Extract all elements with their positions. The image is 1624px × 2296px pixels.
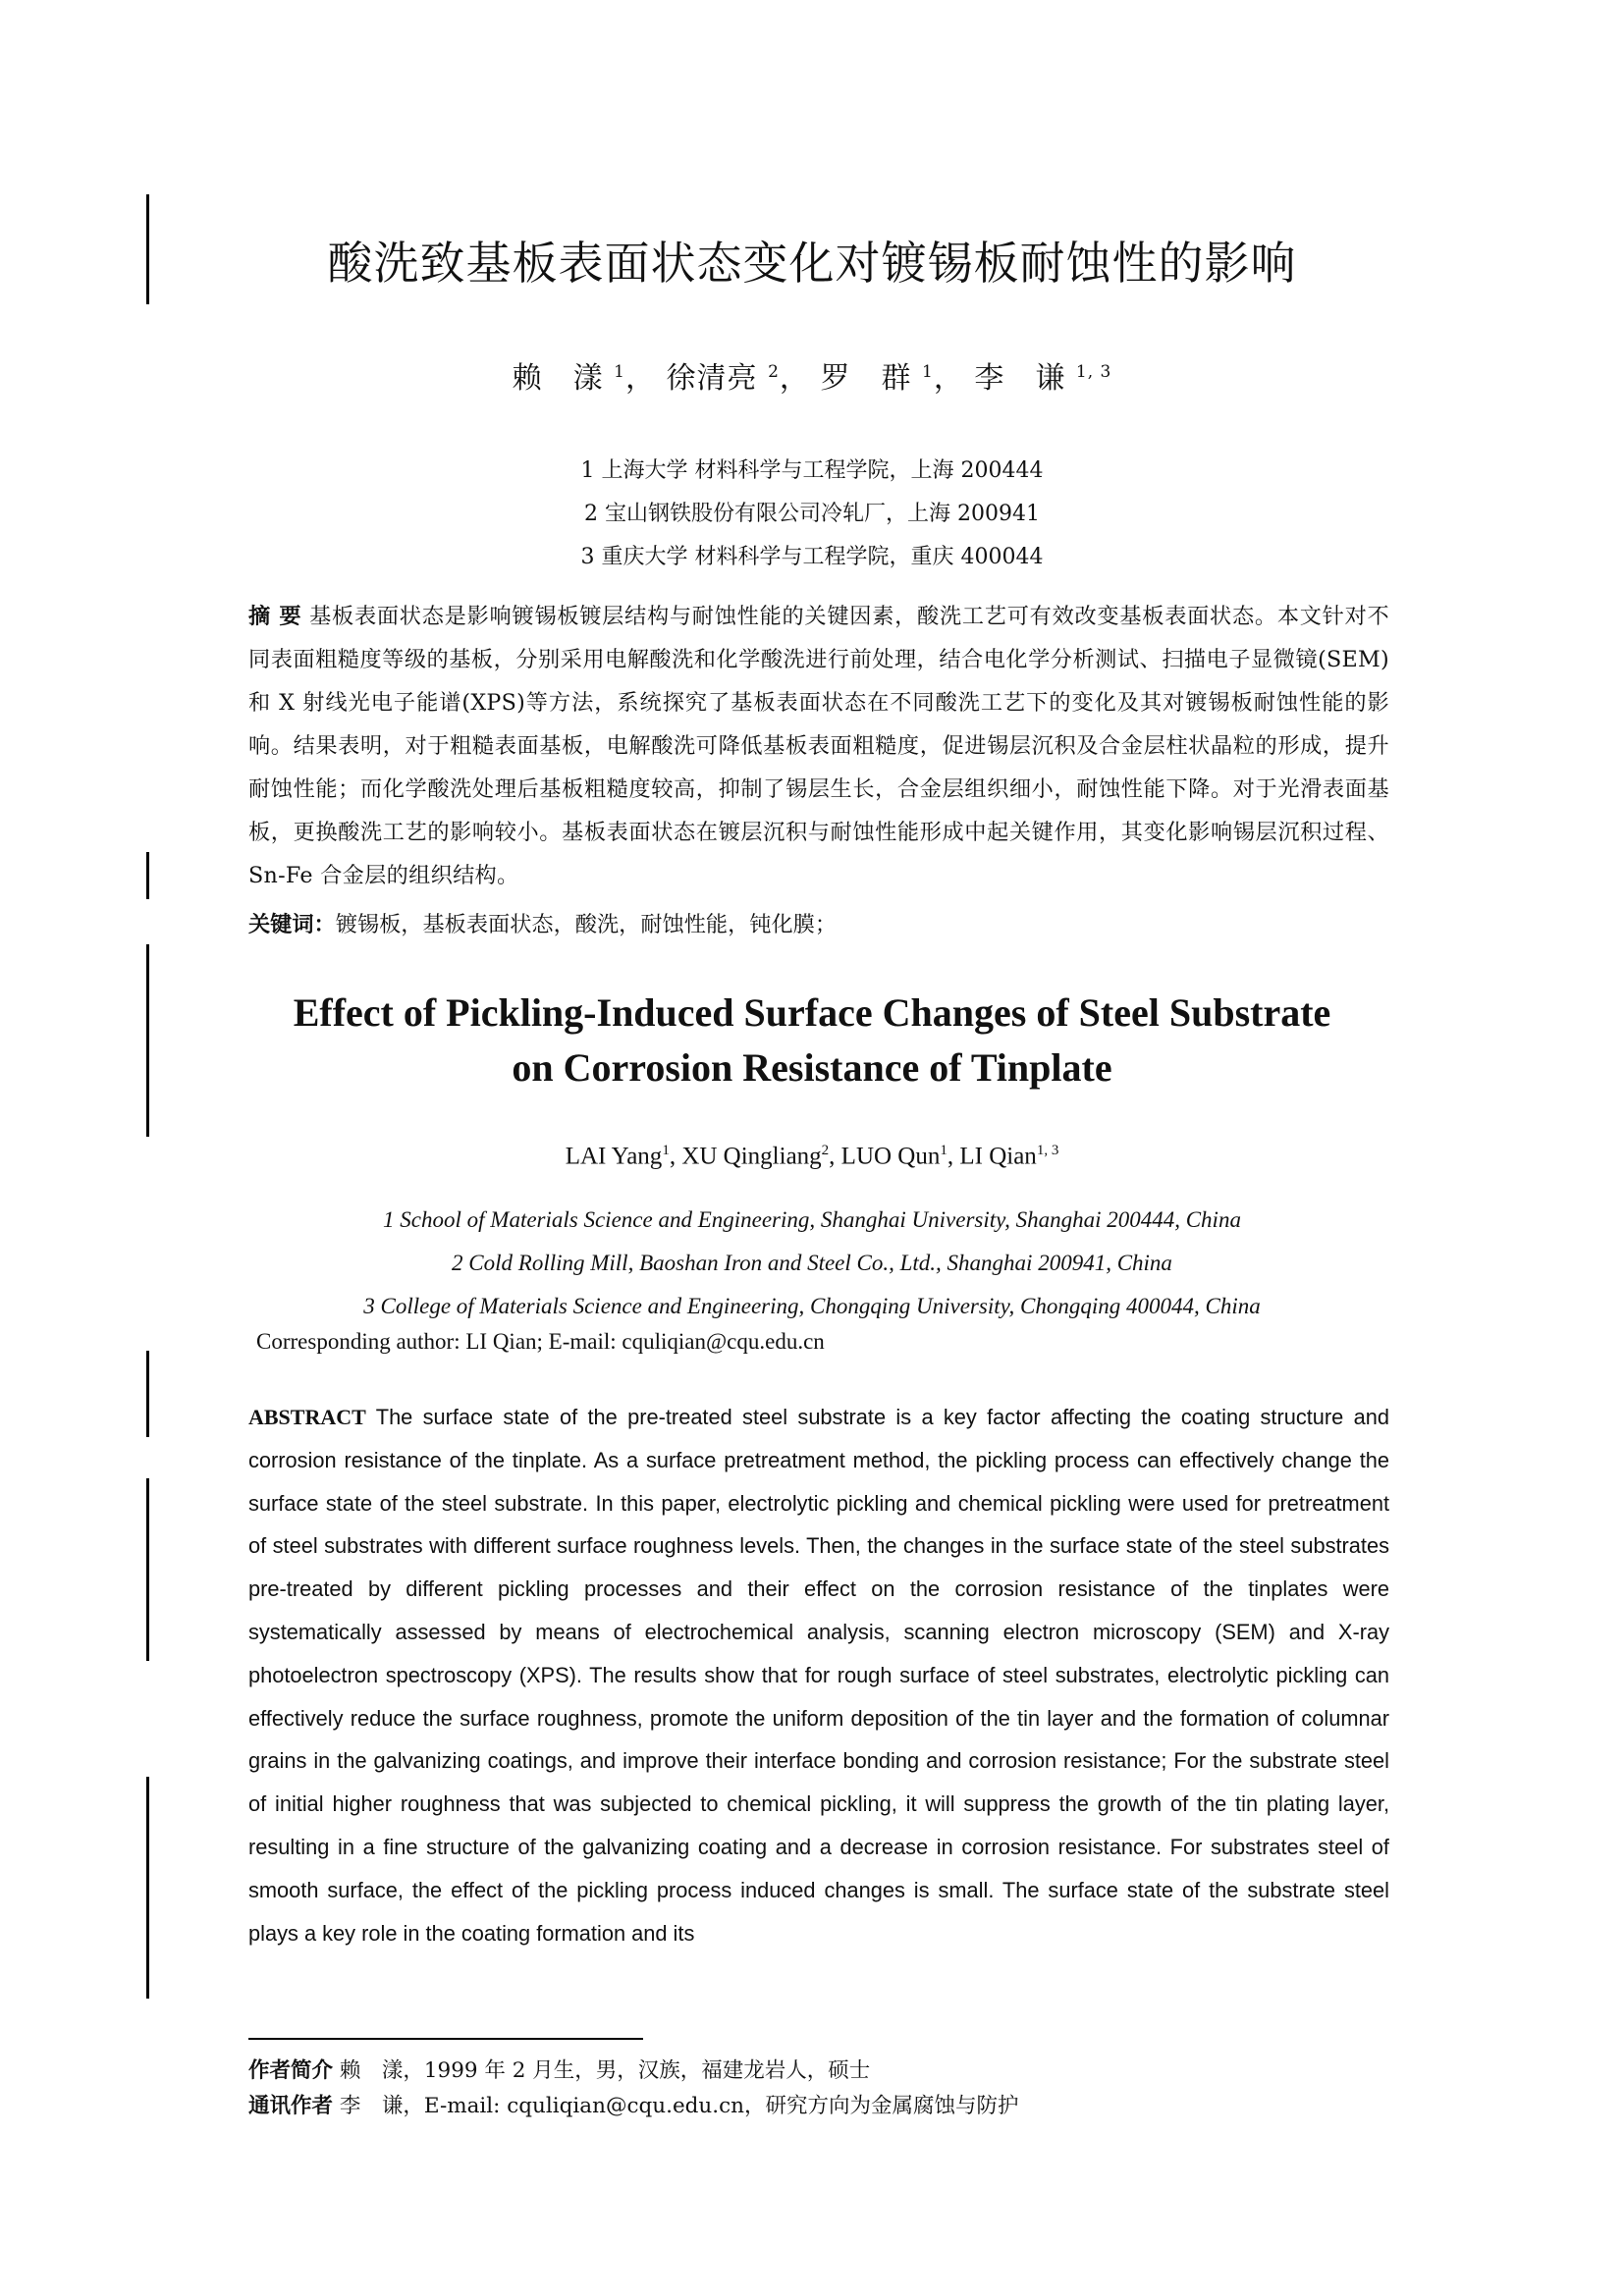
revision-bar <box>146 1478 149 1661</box>
english-authors: LAI Yang$^1$, XU Qingliang$^2$, LUO Qun$^1$, LI Qian$^{1, 3}$ <box>565 1143 1059 1170</box>
english-affiliation-2: 2 Cold Rolling Mill, Baoshan Iron and Steel Co., Ltd., Shanghai 200941, China <box>452 1251 1172 1275</box>
author-name: 罗 群 <box>820 361 912 396</box>
chinese-abstract-text: 基板表面状态是影响镀锡板镀层结构与耐蚀性能的关键因素，酸洗工艺可有效改变基板表面状态。本文针对不同表面粗糙度等级的基板，分别采用电解酸洗和化学酸洗进行前处理，结合电化学分析测试、扫描电子显微镜(SEM)和 X 射线光电子能谱(XPS)等方法，系统探究了基板表面状态在不同酸洗工艺下的变化及其对镀锡板耐蚀性能的影响。结果表明，对于粗糙表面基板，电解酸洗可降低基板表面粗糙度，促进锡层沉积及合金层柱状晶粒的形成，提升耐蚀性能；而化学酸洗处理后基板粗糙度较高，抑制了锡层生长，合金层组织细小，耐蚀性能下降。对于光滑表面基板，更换酸洗工艺的影响较小。基板表面状态在镀层沉积与耐蚀性能形成中起关键作用，其变化影响锡层沉积过程、Sn-Fe 合金层的组织结构。 <box>248 604 1389 888</box>
author-affiliation-mark: 1, 3 <box>1075 362 1112 382</box>
english-title <box>0 986 1624 1095</box>
chinese-affiliation-1: 1 上海大学 材料科学与工程学院，上海 200444 <box>580 458 1044 483</box>
author-name: LUO Qun <box>840 1143 941 1170</box>
author-name: 赖 漾 <box>512 361 604 396</box>
footnote-rule <box>248 2038 643 2040</box>
author-affiliation-mark: 1, 3 <box>1036 1143 1059 1158</box>
chinese-affiliation-3: 3 重庆大学 材料科学与工程学院，重庆 400044 <box>580 545 1044 569</box>
english-affiliation-1: 1 School of Materials Science and Engineering, Shanghai University, Shanghai 200444, China <box>383 1207 1241 1232</box>
author-affiliation-mark: 1 <box>614 362 625 382</box>
revision-bar <box>146 1351 149 1437</box>
chinese-keywords-text: 镀锡板，基板表面状态，酸洗，耐蚀性能，钝化膜； <box>335 912 838 937</box>
author-bio-text: 赖 漾，1999 年 2 月生，男，汉族，福建龙岩人，硕士 <box>339 2058 871 2083</box>
english-abstract-label: ABSTRACT <box>248 1405 366 1429</box>
corresponding-author-footnote <box>248 2089 1019 2119</box>
english-title-line-1: Effect of Pickling-Induced Surface Changes of Steel Substrate <box>293 990 1331 1035</box>
chinese-abstract-label: 摘 要 <box>248 604 302 629</box>
chinese-title: 酸洗致基板表面状态变化对镀锡板耐蚀性的影响 <box>327 237 1297 290</box>
chinese-keywords-label: 关键词： <box>248 912 336 937</box>
author-affiliation-mark: 1 <box>940 1143 947 1158</box>
author-affiliation-mark: 2 <box>821 1143 830 1158</box>
english-abstract <box>248 1396 1389 1954</box>
author-name: LAI Yang <box>565 1143 663 1170</box>
revision-bar <box>146 1777 149 1999</box>
english-title-line-2: on Corrosion Resistance of Tinplate <box>512 1045 1112 1090</box>
author-name: XU Qingliang <box>681 1143 822 1170</box>
author-name: LI Qian <box>959 1143 1037 1170</box>
revision-bar <box>146 852 149 899</box>
author-bio-label: 作者简介 <box>248 2058 334 2083</box>
author-name: 李 谦 <box>974 361 1066 396</box>
english-abstract-text: The surface state of the pre-treated steel substrate is a key factor affecting the coating structure and corrosion resistance of the tinplate. As a surface pretreatment method, the pickling process can effectively change the surface state of the steel substrate. In this paper, electrolytic pickling and chemical pickling were used for pretreatment of steel substrates with different surface roughness levels. Then, the changes in the surface state of the steel substrates pre-treated by different pickling processes and their effect on the corrosion resistance of the tinplates were systematically assessed by means of electrochemical analysis, scanning electron microscopy (SEM) and X-ray photoelectron spectroscopy (XPS). The results show that for rough surface of steel substrates, electrolytic pickling can effectively reduce the surface roughness, promote the uniform deposition of the tin layer and the formation of columnar grains in the galvanizing coatings, and improve their interface bonding and corrosion resistance; For the substrate steel of initial higher roughness that was subjected to chemical pickling, it will suppress the growth of the tin plating layer, resulting in a fine structure of the galvanizing coating and a decrease in corrosion resistance. For substrates steel of smooth surface, the effect of the pickling process induced changes is small. The surface state of the substrate steel plays a key role in the coating formation and its <box>248 1405 1389 1946</box>
corresponding-author: Corresponding author: LI Qian; E-mail: cquliqian@cqu.edu.cn <box>256 1329 825 1354</box>
chinese-authors: 赖 漾 $^1$， 徐清亮 $^2$， 罗 群 $^1$， 李 谦 $^{1, 3}$ <box>512 361 1112 396</box>
author-bio-footnote <box>248 2054 870 2084</box>
author-affiliation-mark: 1 <box>662 1143 670 1158</box>
chinese-keywords <box>248 903 1389 946</box>
corresponding-author-text: 李 谦，E-mail: cquliqian@cqu.edu.cn，研究方向为金属腐蚀与防护 <box>339 2094 1019 2118</box>
author-affiliation-mark: 2 <box>768 362 780 382</box>
author-affiliation-mark: 1 <box>922 362 934 382</box>
author-name: 徐清亮 <box>666 361 758 396</box>
english-affiliation-3: 3 College of Materials Science and Engineering, Chongqing University, Chongqing 400044, China <box>363 1294 1261 1318</box>
corresponding-author-label: 通讯作者 <box>248 2094 334 2118</box>
chinese-abstract <box>248 595 1389 897</box>
chinese-affiliation-2: 2 宝山钢铁股份有限公司冷轧厂，上海 200941 <box>584 502 1040 526</box>
